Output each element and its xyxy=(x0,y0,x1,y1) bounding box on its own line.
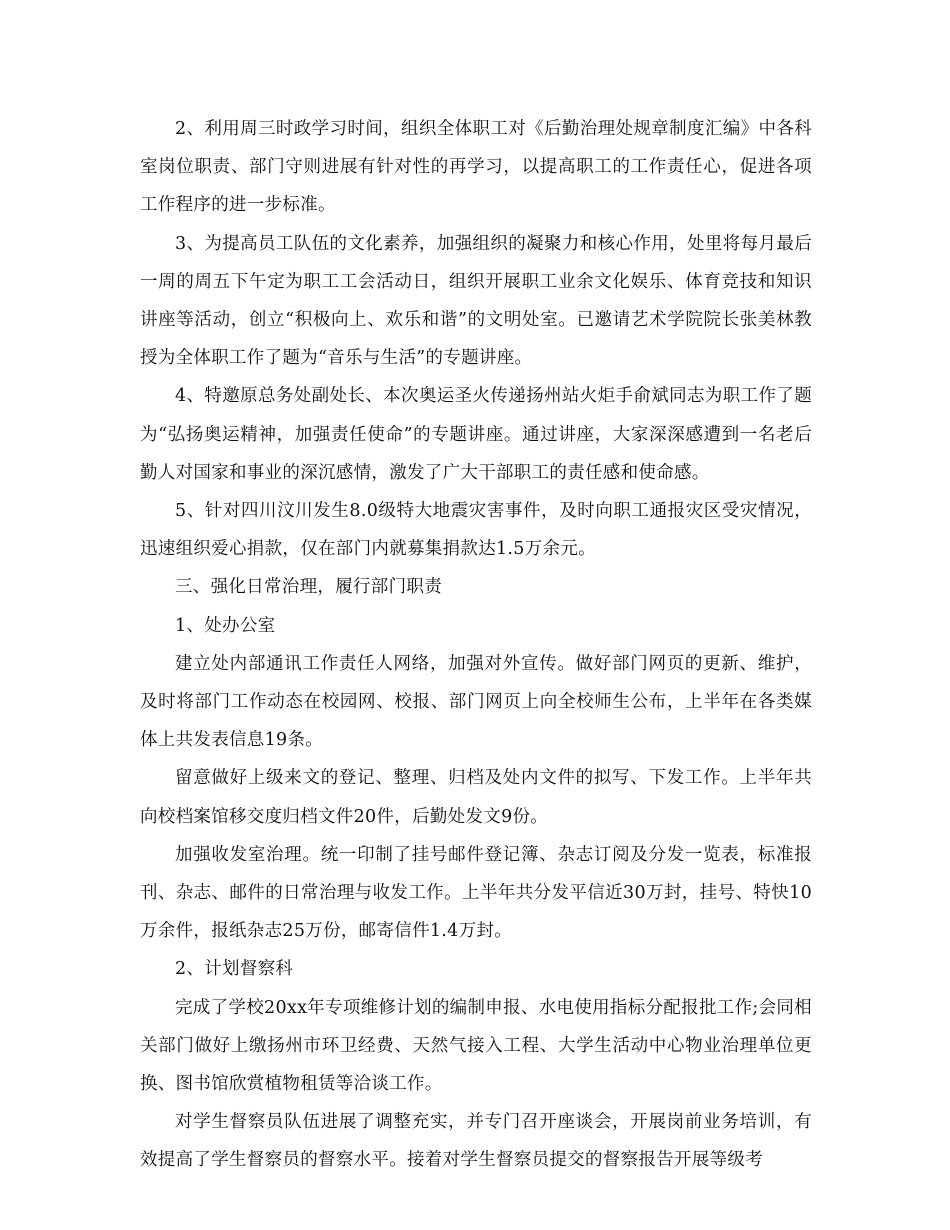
document-body xyxy=(140,110,812,1180)
paragraph-communication-network: 建立处内部通讯工作责任人网络，加强对外宣传。做好部门网页的更新、维护，及时将部门工作动态在校园网、校报、部门网页上向全校师生公布，上半年在各类媒体上共发表信息19条。 xyxy=(140,653,812,751)
paragraph-mailroom: 加强收发室治理。统一印制了挂号邮件登记簿、杂志订阅及分发一览表，标准报刊、杂志、邮件的日常治理与收发工作。上半年共分发平信近30万封，挂号、特快10万余件，报纸杂志25万份，邮寄信件1.4万封。 xyxy=(140,844,812,942)
paragraph-olympic-lecture: 4、特邀原总务处副处长、本次奥运圣火传递扬州站火炬手俞斌同志为职工作了题为“弘扬奥运精神，加强责任使命”的专题讲座。通过讲座，大家深深感遭到一名老后勤人对国家和事业的深沉感情，激发了广大干部职工的责任感和使命感。 xyxy=(140,386,812,483)
paragraph-maintenance-plan: 完成了学校20xx年专项维修计划的编制申报、水电使用指标分配报批工作;会同相关部门做好上缴扬州市环卫经费、天然气接入工程、大学生活动中心物业治理单位更换、图书馆欣赏植物租赁等洽谈工作。 xyxy=(140,997,812,1095)
subsection-heading-planning: 2、计划督察科 xyxy=(175,959,294,980)
paragraph-culture-activities: 3、为提高员工队伍的文化素养，加强组织的凝聚力和核心作用，处里将每月最后一周的周五下午定为职工工会活动日，组织开展职工业余文化娱乐、体育竞技和知识讲座等活动，创立“积极向上、欢乐和谐”的文明处室。已邀请艺术学院院长张美林教授为全体职工作了题为“音乐与生活”的专题讲座。 xyxy=(140,233,812,369)
paragraph-document-archiving: 留意做好上级来文的登记、整理、归档及处内文件的拟写、下发工作。上半年共向校档案馆移交度归档文件20件，后勤处发文9份。 xyxy=(140,768,812,827)
section-heading: 三、强化日常治理，履行部门职责 xyxy=(175,577,442,598)
paragraph-study-rules: 2、利用周三时政学习时间，组织全体职工对《后勤治理处规章制度汇编》中各科室岗位职责、部门守则进展有针对性的再学习，以提高职工的工作责任心，促进各项工作程序的进一步标准。 xyxy=(140,119,812,216)
subsection-heading-office: 1、处办公室 xyxy=(175,615,276,636)
paragraph-earthquake-donation: 5、针对四川汶川发生8.0级特大地震灾害事件，及时向职工通报灾区受灾情况，迅速组织爱心捐款，仅在部门内就募集捐款达1.5万余元。 xyxy=(140,501,812,560)
paragraph-student-inspectors: 对学生督察员队伍进展了调整充实，并专门召开座谈会，开展岗前业务培训，有效提高了学生督察员的督察水平。接着对学生督察员提交的督察报告开展等级考 xyxy=(140,1112,812,1171)
